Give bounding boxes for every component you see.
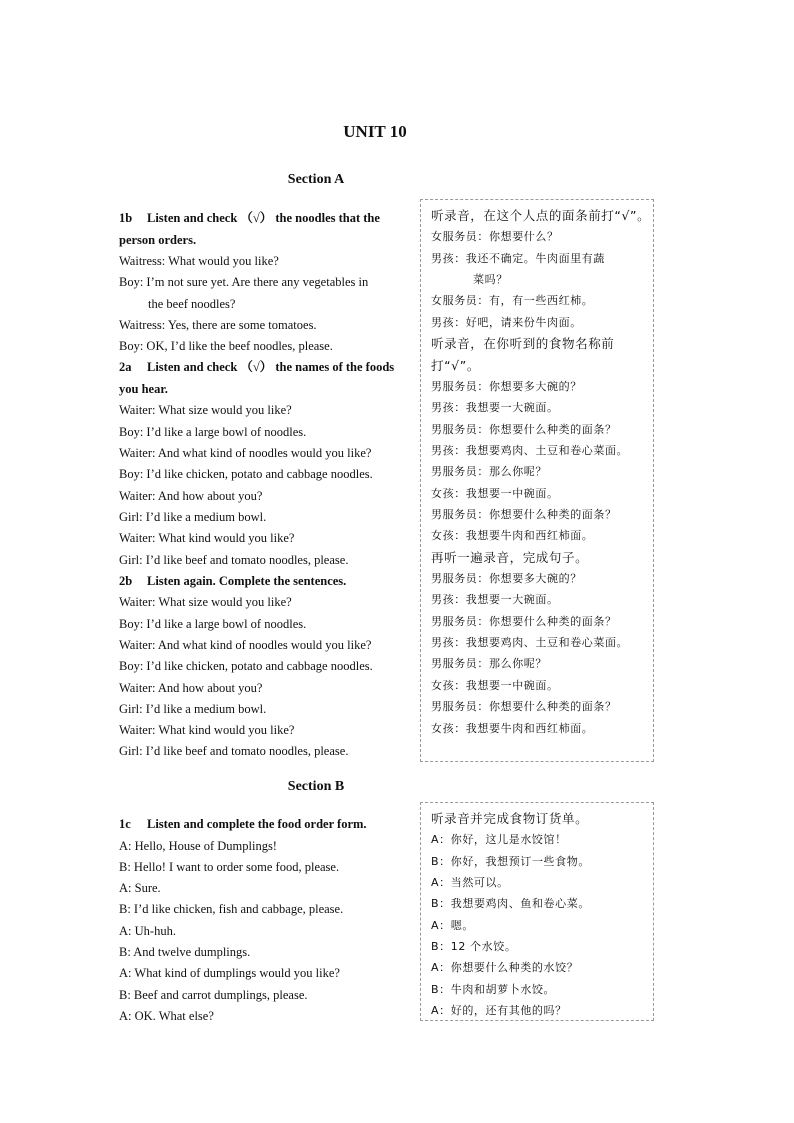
dialogue-line: B: Beef and carrot dumplings, please. xyxy=(119,987,308,1002)
section-b-english xyxy=(119,814,411,1027)
dialogue-line: the beef noodles? xyxy=(148,296,236,311)
exercise-instruction xyxy=(119,814,411,836)
dialogue-line: A: Uh-huh. xyxy=(119,923,176,938)
cn-instruction: 听录音，在这个人点的面条前打“√”。 xyxy=(431,208,651,223)
dialogue-line: Waiter: And how about you? xyxy=(119,488,263,503)
dialogue-line: Boy: I’d like a large bowl of noodles. xyxy=(119,616,307,631)
cn-dialogue-line: A：嗯。 xyxy=(431,918,474,932)
dialogue-line: Girl: I’d like a medium bowl. xyxy=(119,509,267,524)
cn-dialogue-line: B：12 个水饺。 xyxy=(431,940,517,954)
unit-title: UNIT 10 xyxy=(343,122,407,141)
cn-dialogue-line: 女孩：我想要牛肉和西红柿面。 xyxy=(431,529,594,543)
cn-dialogue-line: A：当然可以。 xyxy=(431,876,509,890)
dialogue-line: Girl: I’d like a medium bowl. xyxy=(119,701,267,716)
dialogue-line: B: And twelve dumplings. xyxy=(119,944,251,959)
cn-dialogue-line: A：你想要什么种类的水饺？ xyxy=(431,961,579,975)
cn-dialogue-line: 女孩：我想要一中碗面。 xyxy=(431,678,559,692)
dialogue-line: Boy: I’d like chicken, potato and cabbage noodles. xyxy=(119,467,373,482)
dialogue-line: Boy: OK, I’d like the beef noodles, please. xyxy=(119,339,333,354)
dialogue-line: B: I’d like chicken, fish and cabbage, please. xyxy=(119,902,344,917)
section-b-chinese-box xyxy=(420,802,654,1021)
dialogue-line: Boy: I’m not sure yet. Are there any vegetables in xyxy=(119,275,369,290)
exercise-instruction-text: Listen and check （√） the noodles that the person orders. xyxy=(119,211,380,247)
dialogue-line: Girl: I’d like beef and tomato noodles, please. xyxy=(119,552,349,567)
cn-dialogue-line: 男孩：我想要鸡肉、土豆和卷心菜面。 xyxy=(431,636,629,650)
section-a-chinese-box xyxy=(420,199,654,762)
dialogue-line: Waitress: Yes, there are some tomatoes. xyxy=(119,317,317,332)
cn-dialogue-line: 男孩：我想要一大碗面。 xyxy=(431,401,559,415)
exercise-instruction-text: Listen again. Complete the sentences. xyxy=(147,573,347,588)
exercise-instruction xyxy=(119,357,411,400)
cn-dialogue-line: 男孩：我想要鸡肉、土豆和卷心菜面。 xyxy=(431,443,629,457)
dialogue-line: A: Hello, House of Dumplings! xyxy=(119,838,277,853)
cn-dialogue-line: 男服务员：你想要什么种类的面条？ xyxy=(431,614,617,628)
cn-instruction: 听录音，在你听到的食物名称前打“√”。 xyxy=(431,336,615,373)
cn-dialogue-line: 男服务员：你想要多大碗的？ xyxy=(431,379,582,393)
cn-dialogue-line: B：我想要鸡肉、鱼和卷心菜。 xyxy=(431,897,590,911)
cn-dialogue-line: 男服务员：你想要什么种类的面条？ xyxy=(431,508,617,521)
cn-dialogue-line: B：你好，我想预订一些食物。 xyxy=(431,854,590,868)
dialogue-line: Waiter: What kind would you like? xyxy=(119,723,295,738)
dialogue-line: A: What kind of dumplings would you like? xyxy=(119,966,340,981)
exercise-instruction-text: Listen and check （√） the names of the foods you hear. xyxy=(119,360,395,396)
cn-dialogue-line: B：牛肉和胡萝卜水饺。 xyxy=(431,982,556,996)
dialogue-line: A: OK. What else? xyxy=(119,1008,214,1023)
cn-dialogue-line: 女服务员：你想要什么？ xyxy=(431,230,559,244)
cn-dialogue-line: 男服务员：你想要多大碗的？ xyxy=(431,572,582,586)
exercise-instruction xyxy=(119,208,411,251)
section-a-title: Section A xyxy=(287,172,345,187)
dialogue-line: Waiter: What kind would you like? xyxy=(119,531,295,546)
cn-dialogue-line: 男孩：我还不确定。牛肉面里有蔬 xyxy=(431,251,605,265)
dialogue-line: Waitress: What would you like? xyxy=(119,254,279,268)
exercise-label: 1b xyxy=(119,211,133,225)
dialogue-line: Boy: I’d like chicken, potato and cabbage noodles. xyxy=(119,659,373,674)
cn-dialogue-line: 菜吗？ xyxy=(473,273,508,287)
cn-dialogue-line: 男孩：好吧，请来份牛肉面。 xyxy=(431,315,582,329)
cn-dialogue-line: 女服务员：有，有一些西红柿。 xyxy=(431,294,594,308)
dialogue-line: Waiter: What size would you like? xyxy=(119,403,292,418)
dialogue-line: A: Sure. xyxy=(119,881,161,896)
section-a-english xyxy=(119,208,411,763)
cn-dialogue-line: 女孩：我想要牛肉和西红柿面。 xyxy=(431,721,594,735)
exercise-instruction xyxy=(119,571,411,593)
cn-instruction: 听录音并完成食物订货单。 xyxy=(431,811,589,826)
exercise-label: 2a xyxy=(119,360,132,375)
cn-dialogue-line: 男孩：我想要一大碗面。 xyxy=(431,593,559,607)
dialogue-line: Waiter: And what kind of noodles would you like? xyxy=(119,637,372,652)
cn-dialogue-line: A：你好，这儿是水饺馆！ xyxy=(431,833,567,847)
cn-dialogue-line: 男服务员：你想要什么种类的面条？ xyxy=(431,700,617,714)
cn-dialogue-line: 女孩：我想要一中碗面。 xyxy=(431,486,559,500)
cn-instruction: 再听一遍录音，完成句子。 xyxy=(431,549,589,565)
dialogue-line: Waiter: And how about you? xyxy=(119,680,263,695)
dialogue-line: Boy: I’d like a large bowl of noodles. xyxy=(119,424,307,439)
cn-dialogue-line: A：好的，还有其他的吗？ xyxy=(431,1004,567,1018)
exercise-instruction-text: Listen and complete the food order form. xyxy=(147,817,367,831)
section-b-title: Section B xyxy=(287,779,345,794)
dialogue-line: Waiter: And what kind of noodles would you like? xyxy=(119,446,372,461)
exercise-label: 2b xyxy=(119,573,133,588)
exercise-label: 1c xyxy=(119,817,131,831)
cn-dialogue-line: 男服务员：那么你呢？ xyxy=(431,657,547,671)
dialogue-line: B: Hello! I want to order some food, please. xyxy=(119,859,340,874)
cn-dialogue-line: 男服务员：你想要什么种类的面条？ xyxy=(431,422,617,436)
dialogue-line: Waiter: What size would you like? xyxy=(119,595,292,610)
cn-dialogue-line: 男服务员：那么你呢？ xyxy=(431,465,547,479)
dialogue-line: Girl: I’d like beef and tomato noodles, please. xyxy=(119,744,349,759)
